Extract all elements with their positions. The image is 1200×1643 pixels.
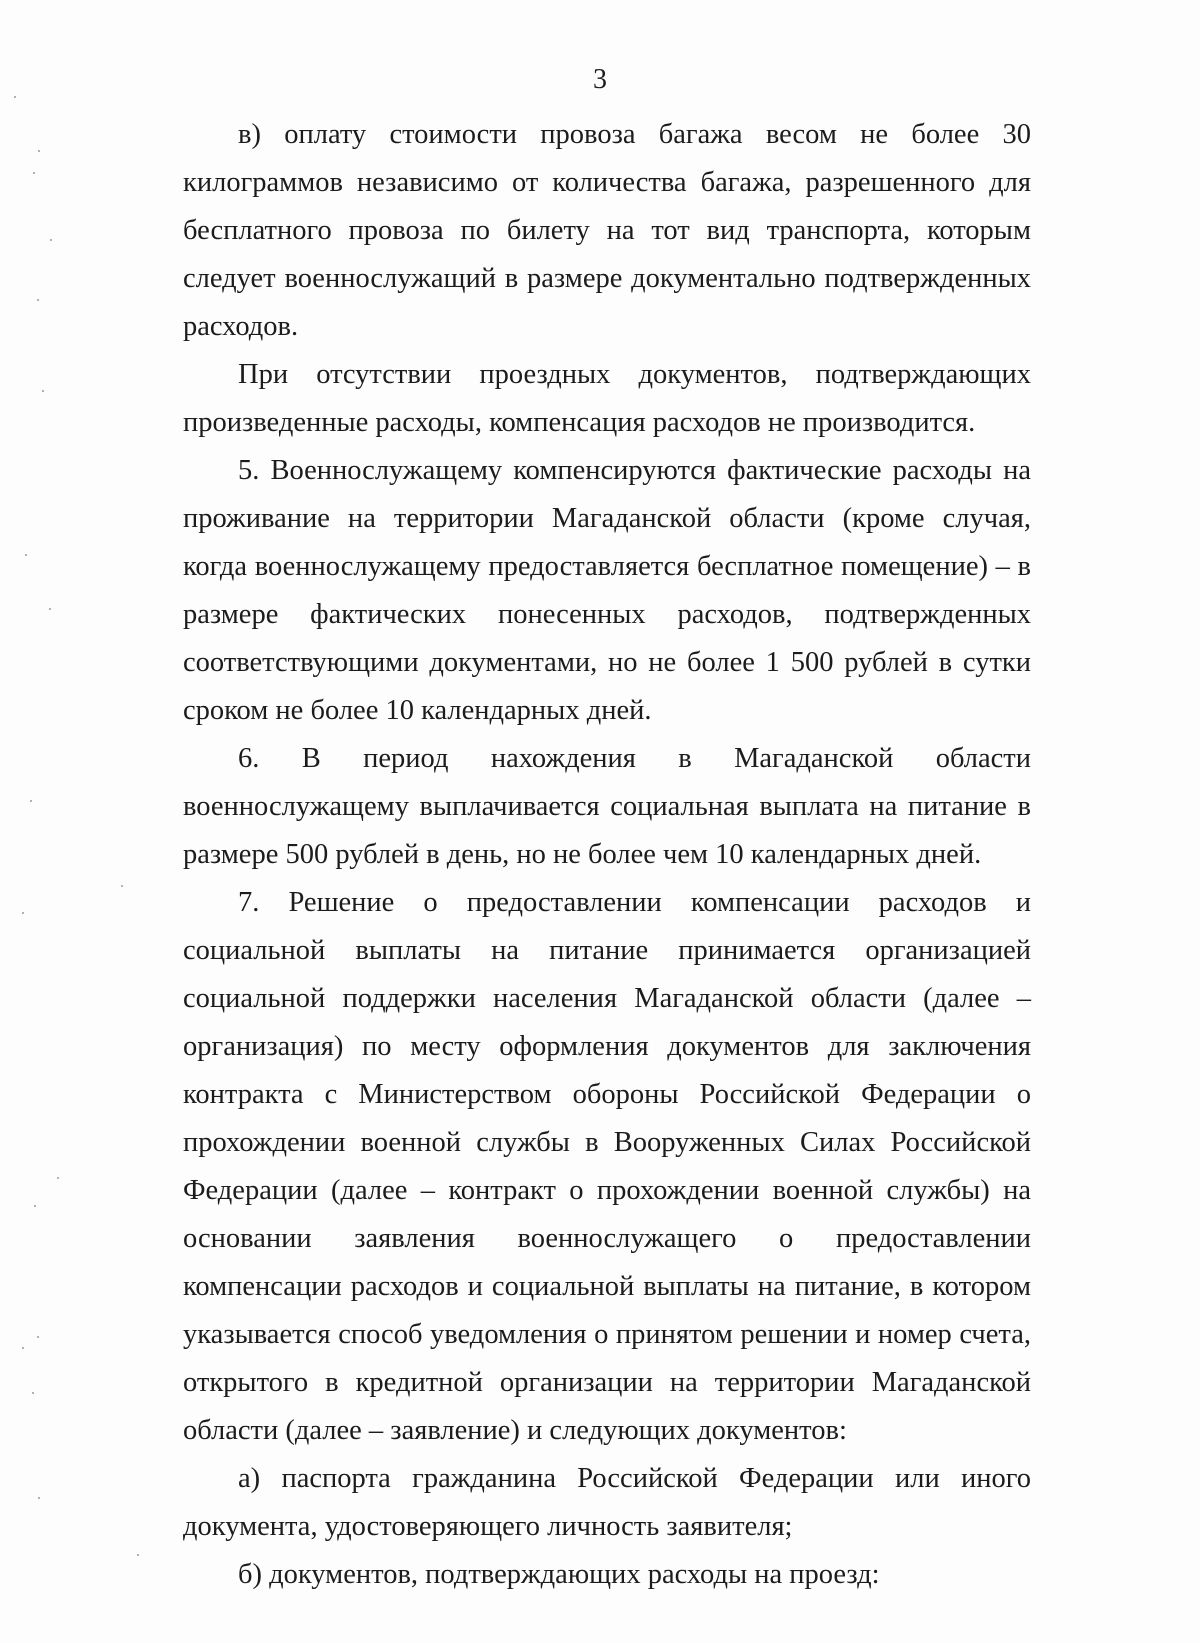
paragraph-item-b-travel-expenses: б) документов, подтверждающих расходы на проезд: (238, 1559, 880, 1590)
page-number: 3 (593, 64, 607, 95)
document-body (183, 111, 1031, 1599)
paragraph-item-5-accommodation: 5. Военнослужащему компенсируются фактические расходы на проживание на территории Магаданской области (кроме случая, когда военнослужащему предоставляется бесплатное помещение) – в размере фактических понесенных расходов, подтвержденных соответствующими документами, но не более 1 500 рублей в сутки сроком не более 10 календарных дней. (183, 455, 1031, 726)
paragraph-item-6-food-payment: 6. В период нахождения в Магаданской области военнослужащему выплачивается социальная выплата на питание в размере 500 рублей в день, но не более чем 10 календарных дней. (183, 743, 1031, 870)
paragraph-item-a-passport: а) паспорта гражданина Российской Федерации или иного документа, удостоверяющего личность заявителя; (183, 1463, 1031, 1542)
paragraph-no-travel-documents: При отсутствии проездных документов, подтверждающих произведенные расходы, компенсация расходов не производится. (183, 359, 1031, 438)
paragraph-item-7-decision: 7. Решение о предоставлении компенсации расходов и социальной выплаты на питание принимается организацией социальной поддержки населения Магаданской области (далее – организация) по месту оформления документов для заключения контракта с Министерством обороны Российской Федерации о прохождении военной службы в Вооруженных Силах Российской Федерации (далее – контракт о прохождении военной службы) на основании заявления военнослужащего о предоставлении компенсации расходов и социальной выплаты на питание, в котором указывается способ уведомления о принятом решении и номер счета, открытого в кредитной организации на территории Магаданской области (далее – заявление) и следующих документов: (183, 887, 1031, 1446)
paragraph-baggage-payment: в) оплату стоимости провоза багажа весом не более 30 килограммов независимо от количества багажа, разрешенного для бесплатного провоза по билету на тот вид транспорта, которым следует военнослужащий в размере документально подтвержденных расходов. (183, 119, 1031, 342)
